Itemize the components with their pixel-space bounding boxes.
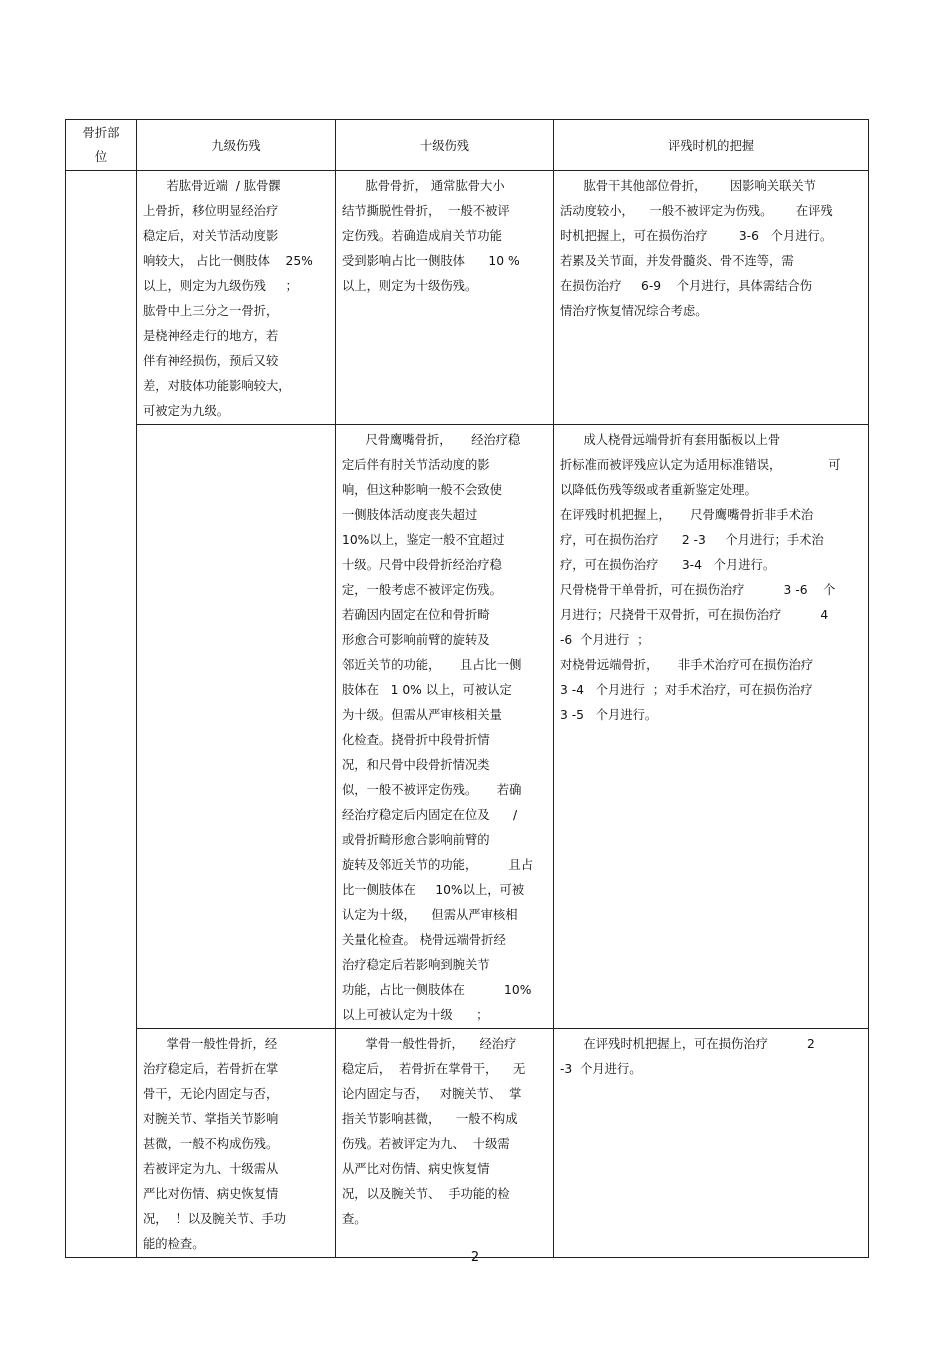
- table-row: [66, 171, 869, 425]
- header-grade-nine: 九级伤残: [137, 120, 336, 171]
- text-line: 指关节影响甚微， 一般不构成: [342, 1112, 518, 1126]
- text-line: 能的检查。: [143, 1237, 205, 1251]
- text-line: 骨干，无论内固定与否，: [143, 1087, 279, 1101]
- text-line: 功能，占比一侧肢体在 10%: [342, 983, 532, 997]
- text-line: 认定为十级， 但需从严审核相: [342, 908, 518, 922]
- grade-nine-cell: [137, 1029, 336, 1258]
- text-line: 似，一般不被评定伤残。 若确: [342, 783, 522, 797]
- text-line: 肱骨中上三分之一骨折，: [143, 304, 279, 318]
- table-row: [66, 425, 869, 1029]
- header-fracture-site: 骨折部 位: [66, 120, 137, 171]
- text-line: 从严比对伤情、病史恢复情: [342, 1162, 490, 1176]
- text-line: 化检查。挠骨折中段骨折情: [342, 733, 490, 747]
- text-line: 伴有神经损伤，预后又较: [143, 354, 279, 368]
- text-line: 伤残。若被评定为九、 十级需: [342, 1137, 510, 1151]
- grade-ten-cell: [336, 425, 554, 1029]
- grade-nine-cell: [137, 425, 336, 1029]
- header-row: [66, 120, 869, 171]
- text-line: 时机把握上，可在损伤治疗 3-6 个月进行。: [560, 229, 833, 243]
- text-line: 经治疗稳定后内固定在位及 /: [342, 808, 518, 822]
- text-line: 比一侧肢体在 10%以上，可被: [342, 883, 525, 897]
- text-line: -6 个月进行 ；: [560, 633, 650, 647]
- text-line: 稳定后，对关节活动度影: [143, 229, 279, 243]
- text-line: 是桡神经走行的地方，若: [143, 329, 279, 343]
- timing-cell: [554, 425, 869, 1029]
- text-line: 定，一般考虑不被评定伤残。: [342, 583, 502, 597]
- text-line: 掌骨一般性骨折， 经治疗: [342, 1037, 517, 1051]
- text-line: 十级。尺骨中段骨折经治疗稳: [342, 558, 502, 572]
- text-line: 3 -4 个月进行 ；对手术治疗，可在损伤治疗: [560, 683, 813, 697]
- text-line: 治疗稳定后，若骨折在掌: [143, 1062, 279, 1076]
- text-line: 或骨折畸形愈合影响前臂的: [342, 833, 490, 847]
- text-line: 况，以及腕关节、 手功能的检: [342, 1187, 510, 1201]
- text-line: 以降低伤残等级或者重新鉴定处理。: [560, 483, 757, 497]
- text-line: 以上可被认定为十级 ；: [342, 1008, 489, 1022]
- text-line: 若肱骨近端 / 肱骨髁: [143, 179, 281, 193]
- header-grade-ten: 十级伤残: [336, 120, 554, 171]
- text-line: 关量化检查。 桡骨远端骨折经: [342, 933, 506, 947]
- text-line: 疗，可在损伤治疗 3-4 个月进行。: [560, 558, 776, 572]
- text-line: 一侧肢体活动度丧失超过: [342, 508, 478, 522]
- text-line: 对桡骨远端骨折， 非手术治疗可在损伤治疗: [560, 658, 814, 672]
- text-line: 差，对肢体功能影响较大，: [143, 379, 291, 393]
- timing-cell: [554, 1029, 869, 1258]
- text-line: 受到影响占比一侧肢体 10 %: [342, 254, 520, 268]
- text-line: 论内固定与否， 对腕关节、 掌: [342, 1087, 522, 1101]
- text-line: 以上，则定为十级伤残。: [342, 279, 478, 293]
- text-line: 严比对伤情、病史恢复情: [143, 1187, 279, 1201]
- text-line: 查。: [342, 1212, 367, 1226]
- text-line: 情治疗恢复情况综合考虑。: [560, 304, 708, 318]
- text-line: 肢体在 1 0% 以上，可被认定: [342, 683, 512, 697]
- text-line: 肱骨干其他部位骨折， 因影响关联关节: [560, 179, 816, 193]
- text-line: 若被评定为九、十级需从: [143, 1162, 279, 1176]
- text-line: 定伤残。若确造成肩关节功能: [342, 229, 502, 243]
- text-line: 尺骨鹰嘴骨折， 经治疗稳: [342, 433, 521, 447]
- text-line: -3 个月进行。: [560, 1062, 642, 1076]
- text-line: 成人桡骨远端骨折有套用骺板以上骨: [560, 433, 781, 447]
- text-line: 为十级。但需从严审核相关量: [342, 708, 502, 722]
- text-line: 以上，则定为九级伤残 ；: [143, 279, 298, 293]
- injury-grading-table: [65, 119, 869, 1258]
- text-line: 折标准而被评残应认定为适用标准错误， 可: [560, 458, 841, 472]
- text-line: 月进行；尺挠骨干双骨折，可在损伤治疗 4: [560, 608, 829, 622]
- text-line: 尺骨桡骨干单骨折，可在损伤治疗 3 -6 个: [560, 583, 836, 597]
- text-line: 治疗稳定后若影响到腕关节: [342, 958, 490, 972]
- header-assessment-timing: 评残时机的把握: [554, 120, 869, 171]
- timing-cell: [554, 171, 869, 425]
- text-line: 疗，可在损伤治疗 2 -3 个月进行；手术治: [560, 533, 824, 547]
- grade-ten-cell: [336, 171, 554, 425]
- text-line: 对腕关节、掌指关节影响: [143, 1112, 279, 1126]
- text-line: 在评残时机把握上，可在损伤治疗 2: [560, 1037, 815, 1051]
- text-line: 若累及关节面，并发骨髓炎、骨不连等，需: [560, 254, 794, 268]
- page-number: 2: [470, 1250, 480, 1265]
- text-line: 定后伴有肘关节活动度的影: [342, 458, 490, 472]
- text-line: 活动度较小， 一般不被评定为伤残。 在评残: [560, 204, 833, 218]
- text-line: 形愈合可影响前臂的旋转及: [342, 633, 490, 647]
- text-line: 况， ！以及腕关节、手功: [143, 1212, 287, 1226]
- text-line: 甚微，一般不构成伤残。: [143, 1137, 279, 1151]
- text-line: 邻近关节的功能， 且占比一侧: [342, 658, 522, 672]
- text-line: 在评残时机把握上， 尺骨鹰嘴骨折非手术治: [560, 508, 814, 522]
- text-line: 稳定后， 若骨折在掌骨干， 无: [342, 1062, 526, 1076]
- text-line: 在损伤治疗 6-9 个月进行，具体需结合伤: [560, 279, 813, 293]
- table-row: [66, 1029, 869, 1258]
- text-line: 肱骨骨折， 通常肱骨大小: [342, 179, 505, 193]
- text-line: 3 -5 个月进行。: [560, 708, 658, 722]
- text-line: 可被定为九级。: [143, 404, 230, 418]
- text-line: 况，和尺骨中段骨折情况类: [342, 758, 490, 772]
- text-line: 响较大， 占比一侧肢体 25%: [143, 254, 313, 268]
- text-line: 旋转及邻近关节的功能， 且占: [342, 858, 534, 872]
- grade-ten-cell: [336, 1029, 554, 1258]
- text-line: 响，但这种影响一般不会致使: [342, 483, 502, 497]
- text-line: 结节撕脱性骨折， 一般不被评: [342, 204, 510, 218]
- text-line: 10%以上，鉴定一般不宜超过: [342, 533, 505, 547]
- text-line: 若确因内固定在位和骨折畸: [342, 608, 490, 622]
- text-line: 上骨折，移位明显经治疗: [143, 204, 279, 218]
- text-line: 掌骨一般性骨折，经: [143, 1037, 278, 1051]
- fracture-site-cell: [66, 171, 137, 1258]
- grade-nine-cell: [137, 171, 336, 425]
